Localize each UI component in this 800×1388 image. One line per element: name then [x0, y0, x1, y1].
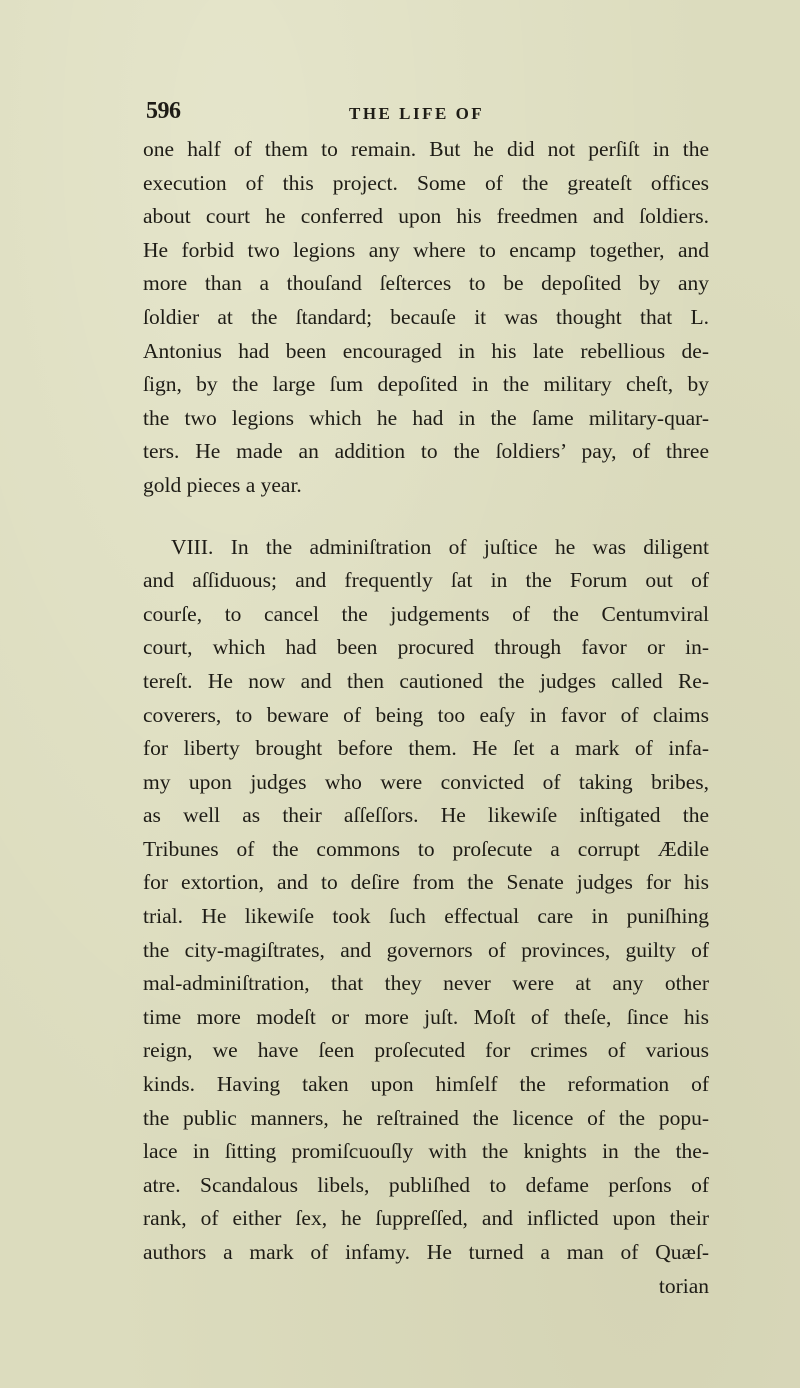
text-line: Antonius had been encouraged in his late rebellious de- [143, 338, 709, 363]
running-title: THE LIFE OF [349, 104, 485, 123]
paragraph-2 [143, 531, 709, 1270]
text-line: courſe, to cancel the judgements of the Centumviral [143, 601, 709, 626]
text-line: mal-adminiſtration, that they never were at any other [143, 971, 709, 996]
text-line: ters. He made an addition to the ſoldiers’ pay, of three [143, 439, 709, 464]
text-line: ſign, by the large ſum depoſited in the military cheſt, by [143, 372, 709, 397]
text-line: as well as their aſſeſſors. He likewiſe inſtigated the [143, 803, 709, 828]
running-head [143, 98, 709, 128]
paragraph-1 [143, 133, 709, 503]
text-line: more than a thouſand ſeſterces to be depoſited by any [143, 271, 709, 296]
text-line: the public manners, he reſtrained the licence of the popu- [143, 1105, 709, 1130]
text-line: court, which had been procured through favor or in- [143, 635, 709, 660]
text-line: the city-magiſtrates, and governors of provinces, guilty of [143, 937, 709, 962]
paragraph-gap [143, 503, 709, 531]
text-line: He forbid two legions any where to encamp together, and [143, 237, 709, 262]
text-line: lace in ſitting promiſcuouſly with the knights in the the- [143, 1139, 709, 1164]
page-number: 596 [146, 98, 181, 124]
text-line: reign, we have ſeen proſecuted for crimes of various [143, 1038, 709, 1063]
text-line: the two legions which he had in the ſame military-quar- [143, 405, 709, 430]
text-line: and aſſiduous; and frequently ſat in the Forum out of [143, 568, 709, 593]
catchword: torian [658, 1273, 709, 1298]
text-line: rank, of either ſex, he ſuppreſſed, and inflicted upon their [143, 1206, 709, 1231]
text-line: for liberty brought before them. He ſet a mark of infa- [143, 736, 709, 761]
text-line: trial. He likewiſe took ſuch effectual care in puniſhing [143, 904, 709, 929]
text-line: time more modeſt or more juſt. Moſt of theſe, ſince his [143, 1004, 709, 1029]
text-line: execution of this project. Some of the greateſt offices [143, 170, 709, 195]
text-line: about court he conferred upon his freedmen and ſoldiers. [143, 204, 709, 229]
text-line: authors a mark of infamy. He turned a man of Quæſ- [143, 1240, 709, 1264]
text-line: tereſt. He now and then cautioned the judges called Re- [143, 668, 709, 693]
text-line: coverers, to beware of being too eaſy in favor of claims [143, 702, 709, 727]
text-line: my upon judges who were convicted of taking bribes, [143, 769, 709, 794]
text-line: gold pieces a year. [143, 472, 302, 497]
text-line: atre. Scandalous libels, publiſhed to defame perſons of [143, 1172, 709, 1197]
text-line: kinds. Having taken upon himſelf the reformation of [143, 1072, 709, 1097]
text-line: for extortion, and to deſire from the Senate judges for his [143, 870, 709, 895]
text-line: ſoldier at the ſtandard; becauſe it was thought that L. [143, 304, 709, 329]
text-line: one half of them to remain. But he did not perſiſt in the [143, 137, 709, 161]
section-heading-line: VIII. In the adminiſtration of juſtice he was diligent [171, 534, 709, 559]
text-line: Tribunes of the commons to proſecute a corrupt Ædile [143, 836, 709, 861]
body-text [143, 133, 709, 1303]
